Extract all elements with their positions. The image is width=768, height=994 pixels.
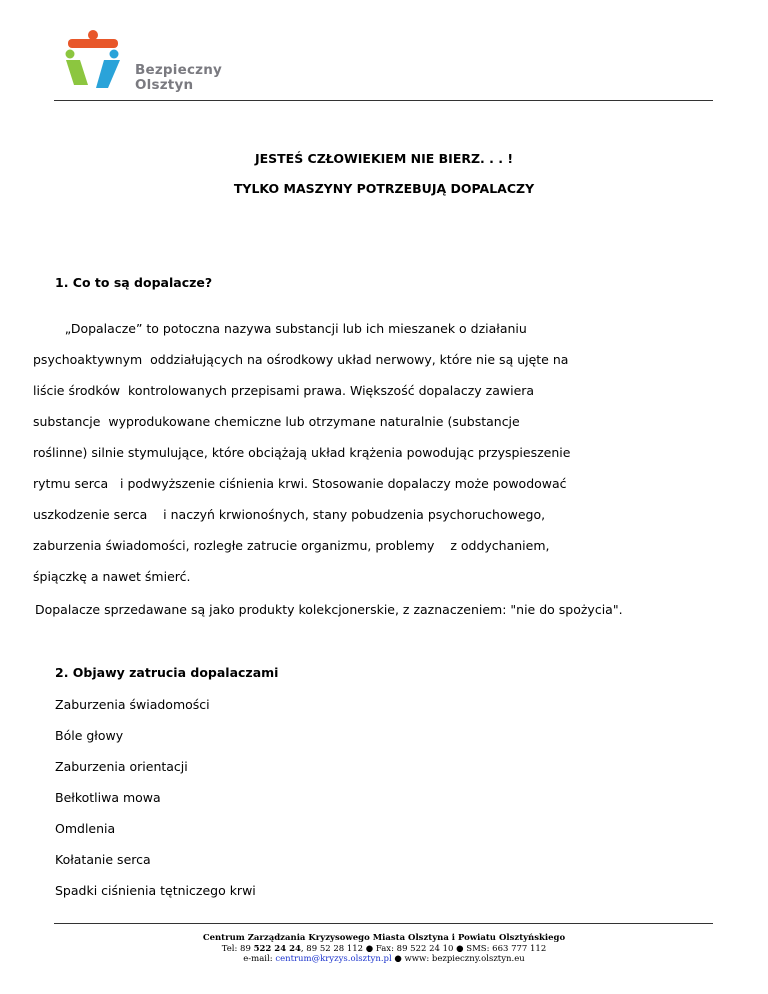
paragraph-line: liście środków kontrolowanych przepisami prawa. Większość dopalaczy zawiera [33,383,535,398]
footer-contacts [0,944,768,955]
header-divider [54,100,713,101]
section-1-heading: 1. Co to są dopalacze? [55,275,213,290]
section-2-heading: 2. Objawy zatrucia dopalaczami [55,665,279,680]
list-item: Zaburzenia orientacji [55,759,188,774]
bezpieczny-olsztyn-logo-icon [62,30,128,92]
footer-email-label: e-mail: [243,954,276,964]
list-item: Bóle głowy [55,728,124,743]
paragraph-line: uszkodzenie serca i naczyń krwionośnych, stany pobudzenia psychoruchowego, [33,507,546,522]
title-line-2: TYLKO MASZYNY POTRZEBUJĄ DOPALACZY [233,181,535,196]
footer-online [0,954,768,965]
paragraph-line: „Dopalacze” to potoczna nazywa substancji lub ich mieszanek o działaniu [33,321,527,336]
list-item: Kołatanie serca [55,852,151,867]
footer-tel-label: Tel: 89 [221,943,254,954]
list-item: Bełkotliwa mowa [55,790,161,805]
paragraph-line: rytmu serca i podwyższenie ciśnienia krwi. Stosowanie dopalaczy może powodować [33,476,567,491]
footer [0,933,768,965]
paragraph-line: substancje wyprodukowane chemiczne lub otrzymane naturalnie (substancje [33,414,520,429]
symptoms-list [55,698,256,915]
paragraph-line: psychoaktywnym oddziałujących na ośrodkowy układ nerwowy, które nie są ujęte na [33,352,569,367]
paragraph-line: śpiączkę a nawet śmierć. [33,569,191,584]
section-1-paragraph [33,322,733,601]
title-line-1: JESTEŚ CZŁOWIEKIEM NIE BIERZ. . . ! [254,151,514,166]
brand-name [135,63,222,93]
list-item: Spadki ciśnienia tętniczego krwi [55,883,256,898]
footer-email-link[interactable]: centrum@kryzys.olsztyn.pl [275,954,392,964]
footer-divider [54,923,713,924]
list-item: Zaburzenia świadomości [55,697,210,712]
list-item: Omdlenia [55,821,116,836]
footer-www: ● www: bezpieczny.olsztyn.eu [391,954,525,964]
section-1-note: Dopalacze sprzedawane są jako produkty kolekcjonerskie, z zaznaczeniem: "nie do spożycia". [31,602,623,617]
brand-line-2: Olsztyn [135,77,194,93]
footer-tel-main: 522 24 24 [253,943,301,954]
footer-tel-rest: , 89 52 28 112 ● Fax: 89 522 24 10 ● SMS: 663 777 112 [300,943,547,954]
paragraph-line: zaburzenia świadomości, rozległe zatrucie organizmu, problemy z oddychaniem, [33,538,550,553]
footer-org: Centrum Zarządzania Kryzysowego Miasta Olsztyna i Powiatu Olsztyńskiego [202,933,566,943]
brand-line-1: Bezpieczny [135,62,223,78]
paragraph-line: roślinne) silnie stymulujące, które obciążają układ krążenia powodując przyspieszenie [33,445,571,460]
